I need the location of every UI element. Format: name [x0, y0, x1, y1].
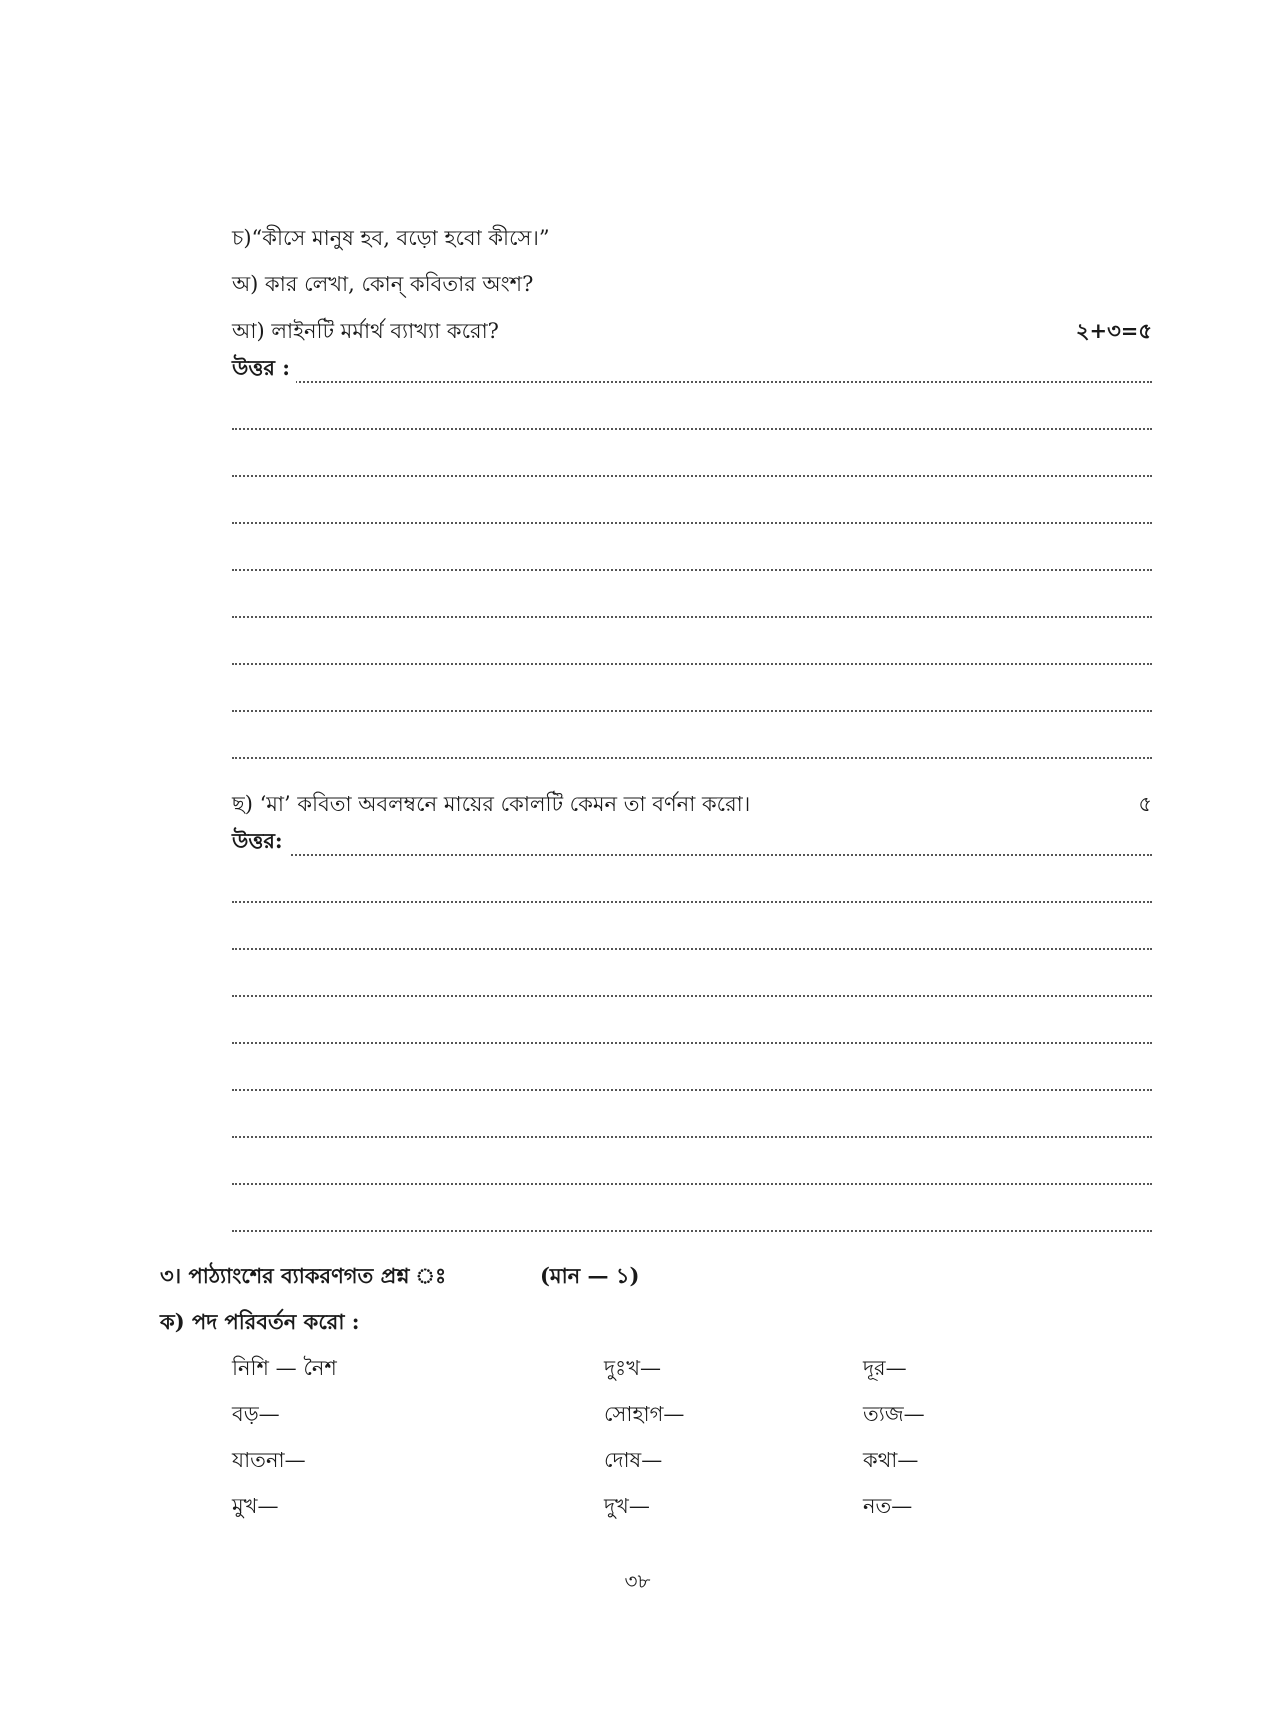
- answer-line-chha-6[interactable]: [232, 1089, 1152, 1091]
- answer-line-chha-5[interactable]: [232, 1042, 1152, 1044]
- question-cha-sub-aa: আ) লাইনটি মর্মার্থ ব্যাখ্যা করো?: [232, 319, 499, 343]
- answer-line-chha-1[interactable]: [232, 828, 1152, 862]
- word-r2-c1: বড়—: [232, 1402, 280, 1426]
- answer-line-cha-2[interactable]: [232, 428, 1152, 430]
- answer-line-cha-5[interactable]: [232, 569, 1152, 571]
- answer-line-cha-1[interactable]: [232, 355, 1152, 389]
- word-r4-c1: মুখ—: [232, 1494, 279, 1518]
- answer-line-chha-7[interactable]: [232, 1136, 1152, 1138]
- answer-line-chha-4[interactable]: [232, 995, 1152, 997]
- answer-line-cha-9[interactable]: [232, 757, 1152, 759]
- answer-line-cha-8[interactable]: [232, 710, 1152, 712]
- answer-line-chha-3[interactable]: [232, 948, 1152, 950]
- answer-line-cha-3[interactable]: [232, 475, 1152, 477]
- word-r3-c1: যাতনা—: [232, 1448, 306, 1472]
- section3-sub-ka: ক) পদ পরিবর্তন করো :: [160, 1309, 360, 1334]
- answer-line-cha-6[interactable]: [232, 616, 1152, 618]
- answer-line-chha-8[interactable]: [232, 1183, 1152, 1185]
- word-r2-c2: সোহাগ—: [604, 1402, 685, 1426]
- word-r1-c1: নিশি — নৈশ: [232, 1356, 337, 1380]
- section3-heading: ৩। পাঠ্যাংশের ব্যাকরণগত প্রশ্ন ঃ: [160, 1263, 447, 1288]
- word-r3-c2: দোষ—: [604, 1448, 663, 1472]
- section3-value-note: (মান — ১): [540, 1263, 640, 1288]
- answer-label-cha: উত্তর :: [232, 352, 296, 387]
- answer-label-chha: উত্তর:: [232, 825, 289, 860]
- question-cha-marks: ২+৩=৫: [1075, 318, 1152, 343]
- question-chha-marks: ৫: [1138, 792, 1152, 816]
- question-cha-quote: চ)“কীসে মানুষ হব, বড়ো হবো কীসে।”: [232, 226, 550, 250]
- answer-line-cha-4[interactable]: [232, 522, 1152, 524]
- question-chha: ছ) ‘মা’ কবিতা অবলম্বনে মায়ের কোলটি কেমন তা বর্ণনা করো।: [232, 792, 751, 816]
- page-number: ৩৮: [624, 1569, 651, 1593]
- word-r2-c3: ত্যজ—: [863, 1402, 925, 1426]
- answer-line-cha-7[interactable]: [232, 663, 1152, 665]
- word-r4-c3: নত—: [863, 1494, 913, 1518]
- word-r3-c3: কথা—: [863, 1448, 919, 1472]
- word-r1-c3: দূর—: [863, 1356, 907, 1380]
- question-cha-sub-a: অ) কার লেখা, কোন্ কবিতার অংশ?: [232, 272, 534, 296]
- word-r1-c2: দুঃখ—: [604, 1356, 662, 1380]
- answer-line-chha-9[interactable]: [232, 1230, 1152, 1232]
- word-r4-c2: দুখ—: [604, 1494, 650, 1518]
- answer-line-chha-2[interactable]: [232, 901, 1152, 903]
